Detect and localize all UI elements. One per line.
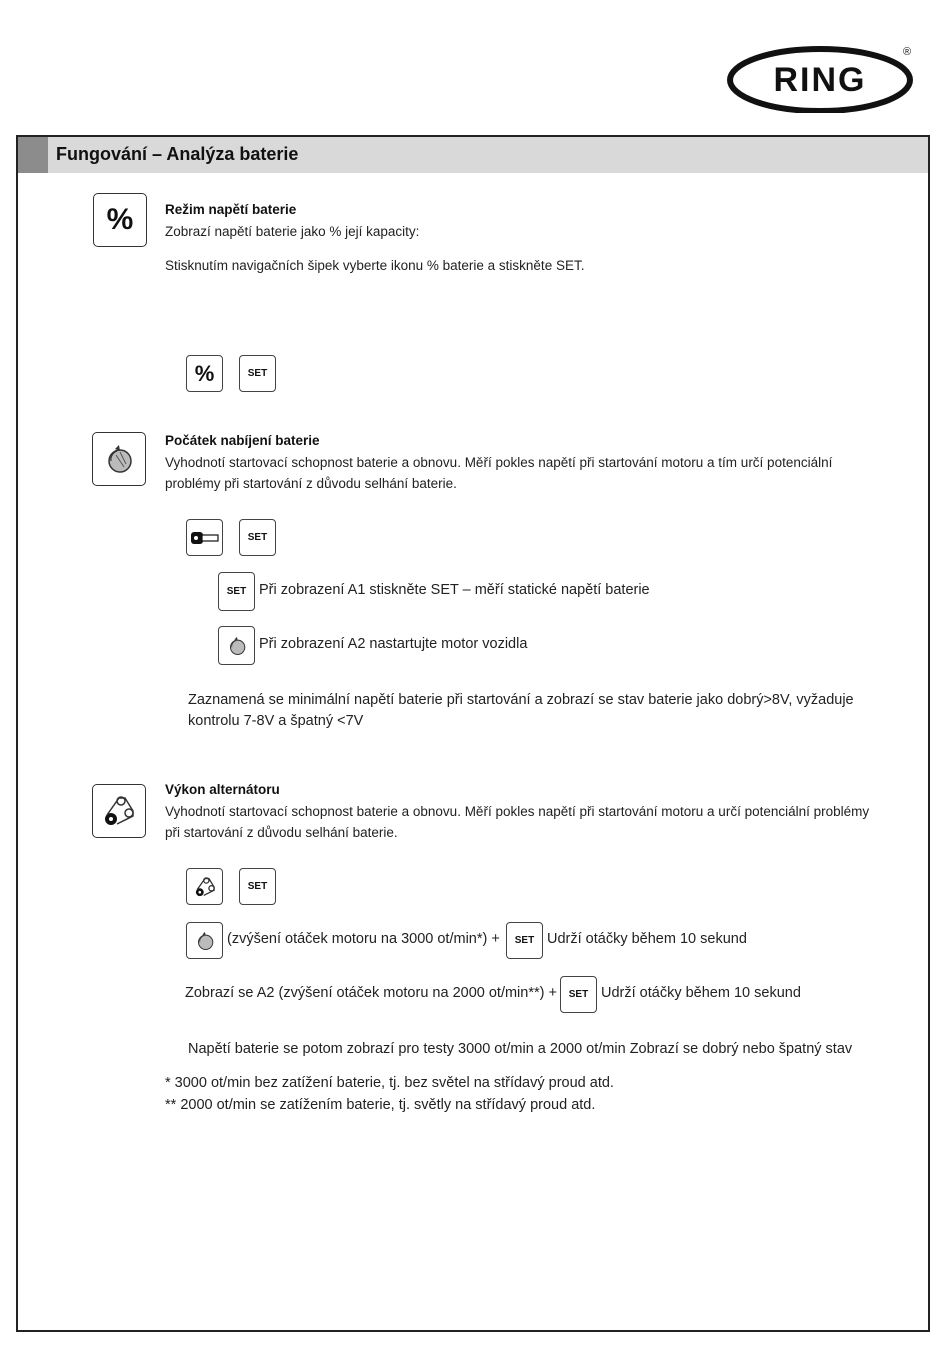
svg-text:RING: RING bbox=[773, 61, 867, 99]
set-button-icon: SET bbox=[239, 355, 276, 392]
section-description-line1: Vyhodnotí startovací schopnost baterie a obnovu. Měří pokles napětí při startování motoru a určí potenciální problémy bbox=[165, 804, 870, 819]
section-title-cranking: Počátek nabíjení baterie bbox=[165, 433, 320, 448]
section-title-alternator: Výkon alternátoru bbox=[165, 782, 280, 797]
set-button-icon: SET bbox=[218, 572, 255, 611]
percent-icon: % bbox=[93, 193, 147, 247]
section-description: Zobrazí napětí baterie jako % její kapacity: bbox=[165, 224, 420, 239]
section-title-battery-voltage: Režim napětí baterie bbox=[165, 202, 297, 217]
footnote-3000: * 3000 ot/min bez zatížení baterie, tj. bez světel na střídavý proud atd. bbox=[165, 1075, 614, 1091]
hold-rpm-text: Udrží otáčky během 10 sekund bbox=[601, 985, 801, 1001]
section-instruction: Stisknutím navigačních šipek vyberte ikonu % baterie a stiskněte SET. bbox=[165, 258, 585, 273]
section-description-line1: Vyhodnotí startovací schopnost baterie a obnovu. Měří pokles napětí při startování motoru a tím určí potenciální bbox=[165, 455, 833, 470]
result-line2: kontrolu 7-8V a špatný <7V bbox=[188, 713, 364, 729]
set-button-icon: SET bbox=[239, 519, 276, 556]
content-frame bbox=[16, 135, 930, 1332]
header-tab bbox=[18, 137, 48, 173]
step-3000rpm-text: (zvýšení otáček motoru na 3000 ot/min*) + bbox=[227, 931, 500, 947]
set-button-icon: SET bbox=[239, 868, 276, 905]
ring-logo bbox=[727, 43, 917, 113]
alternator-icon bbox=[92, 784, 146, 838]
step-a2-text: Při zobrazení A2 nastartujte motor vozidla bbox=[259, 636, 528, 652]
crank-icon bbox=[92, 432, 146, 486]
percent-button-icon: % bbox=[186, 355, 223, 392]
step-a1-text: Při zobrazení A1 stiskněte SET – měří statické napětí baterie bbox=[259, 582, 650, 598]
section-description-line2: při startování z důvodu selhání baterie. bbox=[165, 825, 398, 840]
header-bar bbox=[18, 137, 928, 173]
step-2000rpm-text: Zobrazí se A2 (zvýšení otáček motoru na 2000 ot/min**) + bbox=[185, 985, 557, 1001]
alternator-icon bbox=[186, 868, 223, 905]
svg-text:®: ® bbox=[902, 46, 912, 58]
crank-icon bbox=[218, 626, 255, 665]
key-icon bbox=[186, 519, 223, 556]
page-title: Fungování – Analýza baterie bbox=[56, 144, 299, 164]
crank-icon bbox=[186, 922, 223, 959]
alternator-result: Napětí baterie se potom zobrazí pro testy 3000 ot/min a 2000 ot/min Zobrazí se dobrý nebo špatný stav bbox=[188, 1041, 853, 1057]
result-line1: Zaznamená se minimální napětí baterie při startování a zobrazí se stav baterie jako dobrý>8V, vyžaduje bbox=[188, 692, 854, 708]
hold-rpm-text: Udrží otáčky během 10 sekund bbox=[547, 931, 747, 947]
set-button-icon: SET bbox=[560, 976, 597, 1013]
footnote-2000: ** 2000 ot/min se zatížením baterie, tj. světly na střídavý proud atd. bbox=[165, 1097, 596, 1113]
section-description-line2: problémy při startování z důvodu selhání baterie. bbox=[165, 476, 457, 491]
set-button-icon: SET bbox=[506, 922, 543, 959]
